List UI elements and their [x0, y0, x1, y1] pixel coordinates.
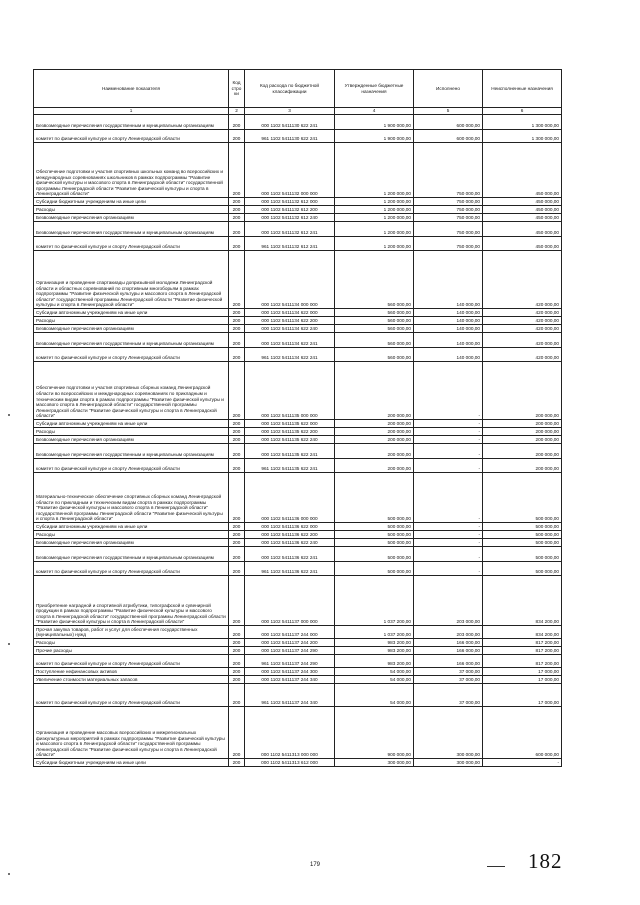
cell-kbk: 961 1102 5411134 622 241 [245, 348, 335, 362]
cell-unexecuted: 17 000,00 [483, 684, 562, 707]
cell-code: 200 [229, 348, 245, 362]
cell-unexecuted: 450 000,00 [483, 237, 562, 251]
column-number-row [34, 108, 562, 115]
cell-unexecuted: 500 000,00 [483, 473, 562, 523]
cell-name: комитет по физической культуре и спорту Ленинградской области [34, 348, 229, 362]
cell-code: 200 [229, 362, 245, 420]
cell-name: Безвозмездные перечисления государственным и муниципальным организациям [34, 115, 229, 130]
cell-approved: 983 200,00 [335, 655, 414, 668]
cell-executed: - [414, 539, 483, 547]
cell-kbk: 000 1102 5411313 000 000 [245, 707, 335, 759]
cell-name: комитет по физической культуре и спорту Ленинградской области [34, 459, 229, 473]
cell-kbk: 000 1102 5411137 244 290 [245, 647, 335, 655]
cell-kbk: 000 1102 5411132 612 000 [245, 198, 335, 206]
cell-kbk: 000 1102 5411136 622 241 [245, 547, 335, 562]
cell-code: 200 [229, 707, 245, 759]
cell-approved: 1 900 000,00 [335, 115, 414, 130]
cell-approved: 500 000,00 [335, 547, 414, 562]
header-code: Код стро ки [229, 70, 245, 108]
cell-name: Безвозмездные перечисления организациям [34, 539, 229, 547]
cell-executed: 140 000,00 [414, 333, 483, 348]
cell-code: 200 [229, 222, 245, 237]
cell-approved: 1 200 000,00 [335, 214, 414, 222]
scan-mark [8, 643, 10, 645]
cell-name: Безвозмездные перечисления государственным и муниципальным организациям [34, 333, 229, 348]
cell-approved: 54 000,00 [335, 668, 414, 676]
cell-unexecuted: - [483, 759, 562, 767]
cell-name: Безвозмездные перечисления организациям [34, 436, 229, 444]
column-number: 2 [229, 108, 245, 115]
cell-code: 200 [229, 428, 245, 436]
cell-unexecuted: 450 000,00 [483, 198, 562, 206]
cell-kbk: 000 1102 5411132 612 241 [245, 222, 335, 237]
cell-approved: 500 000,00 [335, 562, 414, 576]
cell-name: Расходы [34, 428, 229, 436]
cell-executed: 140 000,00 [414, 348, 483, 362]
cell-executed: 140 000,00 [414, 309, 483, 317]
table-row [34, 317, 562, 325]
cell-kbk: 000 1102 5411134 000 000 [245, 251, 335, 309]
cell-kbk: 000 1102 5411135 000 000 [245, 362, 335, 420]
table-row [34, 707, 562, 759]
cell-name: Материально-техническое обеспечение спортивных сборных команд Ленинградской области по прикладным и техническим видам спорта в рамках подпрограммы "Развитие физической культуры и массового спорта в Ленинградской области" государственной программы Ленинградской области "Развитие физической культуры и спорта в Ленинградской области" [34, 473, 229, 523]
cell-unexecuted: 450 000,00 [483, 143, 562, 198]
cell-approved: 1 200 000,00 [335, 206, 414, 214]
cell-code: 200 [229, 214, 245, 222]
cell-executed: - [414, 436, 483, 444]
cell-code: 200 [229, 547, 245, 562]
column-number: 1 [34, 108, 229, 115]
cell-code: 200 [229, 251, 245, 309]
cell-executed: 750 000,00 [414, 214, 483, 222]
cell-kbk: 961 1102 5411130 622 241 [245, 130, 335, 143]
cell-code: 200 [229, 436, 245, 444]
cell-executed: 750 000,00 [414, 143, 483, 198]
cell-unexecuted: 600 000,00 [483, 707, 562, 759]
cell-name: Субсидии бюджетным учреждениям на иные цели [34, 759, 229, 767]
cell-code: 200 [229, 420, 245, 428]
cell-executed: 300 000,00 [414, 759, 483, 767]
cell-name: комитет по физической культуре и спорту Ленинградской области [34, 237, 229, 251]
cell-executed: - [414, 362, 483, 420]
cell-kbk: 961 1102 5411137 244 340 [245, 684, 335, 707]
table-row [34, 626, 562, 639]
table-row [34, 428, 562, 436]
cell-executed: 750 000,00 [414, 198, 483, 206]
cell-executed: 166 000,00 [414, 655, 483, 668]
cell-approved: 560 000,00 [335, 348, 414, 362]
cell-kbk: 961 1102 5411135 622 241 [245, 459, 335, 473]
cell-unexecuted: 200 000,00 [483, 459, 562, 473]
table-row [34, 539, 562, 547]
cell-code: 200 [229, 576, 245, 626]
cell-code: 200 [229, 639, 245, 647]
cell-executed: 600 000,00 [414, 115, 483, 130]
cell-approved: 500 000,00 [335, 523, 414, 531]
column-number: 4 [335, 108, 414, 115]
cell-name: комитет по физической культуре и спорту Ленинградской области [34, 562, 229, 576]
cell-name: Субсидии автономным учреждениям на иные цели [34, 309, 229, 317]
cell-unexecuted: 200 000,00 [483, 436, 562, 444]
header-executed: Исполнено [414, 70, 483, 108]
cell-name: Безвозмездные перечисления организациям [34, 325, 229, 333]
cell-executed: 140 000,00 [414, 325, 483, 333]
cell-name: Расходы [34, 206, 229, 214]
cell-executed: - [414, 473, 483, 523]
cell-name: Безвозмездные перечисления государственным и муниципальным организациям [34, 444, 229, 459]
cell-kbk: 000 1102 5411134 622 240 [245, 325, 335, 333]
cell-code: 200 [229, 444, 245, 459]
cell-unexecuted: 500 000,00 [483, 531, 562, 539]
table-row [34, 547, 562, 562]
table-row [34, 676, 562, 684]
cell-executed: - [414, 547, 483, 562]
cell-approved: 200 000,00 [335, 362, 414, 420]
table-row [34, 444, 562, 459]
cell-executed: 140 000,00 [414, 317, 483, 325]
cell-kbk: 000 1102 5411136 622 240 [245, 539, 335, 547]
cell-approved: 1 200 000,00 [335, 198, 414, 206]
cell-kbk: 000 1102 5411137 244 300 [245, 668, 335, 676]
cell-unexecuted: 500 000,00 [483, 562, 562, 576]
cell-approved: 200 000,00 [335, 436, 414, 444]
cell-name: Обеспечение подготовки и участия спортивных сборных команд Ленинградской области во всероссийских и международных соревнованиях по прикладным и техническим видам спорта в рамках подпрограммы "Развитие физической культуры и массового спорта в Ленинградской области" государственной программы Ленинградской области "Развитие физической культуры и спорта в Ленинградской области" [34, 362, 229, 420]
cell-kbk: 000 1102 5411137 244 200 [245, 639, 335, 647]
cell-code: 200 [229, 130, 245, 143]
cell-code: 200 [229, 198, 245, 206]
cell-code: 200 [229, 237, 245, 251]
cell-executed: 750 000,00 [414, 222, 483, 237]
cell-code: 200 [229, 668, 245, 676]
cell-code: 200 [229, 523, 245, 531]
cell-code: 200 [229, 325, 245, 333]
header-kbk: Код расхода по бюджетной классификации [245, 70, 335, 108]
table-row [34, 206, 562, 214]
cell-kbk: 961 1102 5411132 612 241 [245, 237, 335, 251]
cell-executed: 203 000,00 [414, 576, 483, 626]
table-row [34, 420, 562, 428]
cell-name: Расходы [34, 639, 229, 647]
table-row [34, 237, 562, 251]
cell-unexecuted: 17 000,00 [483, 668, 562, 676]
cell-kbk: 000 1102 5411313 612 000 [245, 759, 335, 767]
cell-executed: - [414, 459, 483, 473]
cell-name: Субсидии автономным учреждениям на иные цели [34, 523, 229, 531]
cell-unexecuted: 420 000,00 [483, 251, 562, 309]
cell-kbk: 000 1102 5411132 612 240 [245, 214, 335, 222]
cell-executed: - [414, 531, 483, 539]
cell-approved: 500 000,00 [335, 539, 414, 547]
cell-unexecuted: 420 000,00 [483, 325, 562, 333]
cell-name: Организация и проведение массовых всероссийских и межрегиональных физкультурных мероприятий в рамках подпрограммы "Развитие физической культуры и массового спорта в Ленинградской области" государственной программы Ленинградской области "Развитие физической культуры и спорта в Ленинградской области" [34, 707, 229, 759]
cell-executed: - [414, 428, 483, 436]
header-approved: Утвержденные бюджетные назначения [335, 70, 414, 108]
cell-executed: 37 000,00 [414, 684, 483, 707]
table-row [34, 668, 562, 676]
cell-executed: 750 000,00 [414, 206, 483, 214]
cell-name: Безвозмездные перечисления государственным и муниципальным организациям [34, 547, 229, 562]
scan-mark [8, 873, 10, 875]
column-number: 6 [483, 108, 562, 115]
cell-unexecuted: 420 000,00 [483, 309, 562, 317]
cell-name: комитет по физической культуре и спорту Ленинградской области [34, 655, 229, 668]
cell-approved: 560 000,00 [335, 325, 414, 333]
cell-code: 200 [229, 143, 245, 198]
cell-executed: 140 000,00 [414, 251, 483, 309]
cell-executed: 750 000,00 [414, 237, 483, 251]
cell-approved: 54 000,00 [335, 684, 414, 707]
cell-name: Обеспечение подготовки и участия спортивных школьных команд во всероссийских и международных соревнованиях школьников в рамках подпрограммы "Развитие физической культуры и массового спорта в Ленинградской области" государственной программы Ленинградской области "Развитие физической культуры и спорта в Ленинградской области" [34, 143, 229, 198]
cell-unexecuted: 200 000,00 [483, 362, 562, 420]
cell-kbk: 000 1102 5411134 622 000 [245, 309, 335, 317]
cell-unexecuted: 1 300 000,00 [483, 115, 562, 130]
cell-code: 200 [229, 759, 245, 767]
cell-kbk: 000 1102 5411134 622 241 [245, 333, 335, 348]
cell-approved: 560 000,00 [335, 333, 414, 348]
cell-kbk: 000 1102 5411132 000 000 [245, 143, 335, 198]
cell-unexecuted: 817 200,00 [483, 655, 562, 668]
cell-code: 200 [229, 473, 245, 523]
cell-code: 200 [229, 684, 245, 707]
table-row [34, 531, 562, 539]
cell-approved: 500 000,00 [335, 531, 414, 539]
cell-code: 200 [229, 459, 245, 473]
table-row [34, 333, 562, 348]
column-number: 3 [245, 108, 335, 115]
cell-unexecuted: 450 000,00 [483, 206, 562, 214]
cell-approved: 1 037 200,00 [335, 626, 414, 639]
cell-unexecuted: 500 000,00 [483, 547, 562, 562]
cell-approved: 983 200,00 [335, 647, 414, 655]
cell-executed: 37 000,00 [414, 676, 483, 684]
table-row [34, 251, 562, 309]
cell-unexecuted: 834 200,00 [483, 576, 562, 626]
cell-name: Организация и проведение спартакиады допризывной молодежи Ленинградской области и областных соревнований по спортивным многоборьям в рамках подпрограммы "Развитие физической культуры и массового спорта в Ленинградской области" государственной программы Ленинградской области "Развитие физической культуры и спорта в Ленинградской области" [34, 251, 229, 309]
cell-executed: - [414, 420, 483, 428]
page-number: 179 [310, 862, 321, 868]
cell-code: 200 [229, 531, 245, 539]
table-row [34, 143, 562, 198]
cell-approved: 560 000,00 [335, 251, 414, 309]
cell-unexecuted: 420 000,00 [483, 333, 562, 348]
table-row [34, 348, 562, 362]
cell-name: Расходы [34, 531, 229, 539]
table-row [34, 523, 562, 531]
table-row [34, 115, 562, 130]
cell-code: 200 [229, 647, 245, 655]
cell-kbk: 000 1102 5411136 622 200 [245, 531, 335, 539]
table-row [34, 759, 562, 767]
cell-kbk: 000 1102 5411135 622 240 [245, 436, 335, 444]
cell-code: 200 [229, 539, 245, 547]
table-row [34, 647, 562, 655]
cell-kbk: 000 1102 5411132 612 200 [245, 206, 335, 214]
header-unexecuted: Неисполненные назначения [483, 70, 562, 108]
table-row [34, 198, 562, 206]
cell-code: 200 [229, 562, 245, 576]
cell-name: Приобретение наградной и спортивной атрибутики, типографской и сувенирной продукции в рамках подпрограммы "Развитие физической культуры и массового спорта в Ленинградской области" государственной программы Ленинградской области "Развитие физической культуры и спорта в Ленинградской области" [34, 576, 229, 626]
cell-unexecuted: 450 000,00 [483, 222, 562, 237]
cell-code: 200 [229, 676, 245, 684]
table-row [34, 562, 562, 576]
cell-approved: 560 000,00 [335, 317, 414, 325]
cell-name: Субсидии автономным учреждениям на иные цели [34, 420, 229, 428]
column-number: 5 [414, 108, 483, 115]
cell-name: Расходы [34, 317, 229, 325]
cell-executed: 166 000,00 [414, 647, 483, 655]
cell-name: Прочая закупка товаров, работ и услуг для обеспечения государственных (муниципальных) нужд [34, 626, 229, 639]
cell-kbk: 000 1102 5411136 622 000 [245, 523, 335, 531]
cell-code: 200 [229, 655, 245, 668]
budget-table [33, 69, 562, 767]
cell-unexecuted: 420 000,00 [483, 348, 562, 362]
cell-approved: 1 200 000,00 [335, 222, 414, 237]
cell-approved: 200 000,00 [335, 420, 414, 428]
cell-name: комитет по физической культуре и спорту Ленинградской области [34, 684, 229, 707]
cell-kbk: 000 1102 5411135 622 200 [245, 428, 335, 436]
cell-executed: 166 000,00 [414, 639, 483, 647]
header-name: Наименование показателя [34, 70, 229, 108]
cell-executed: - [414, 523, 483, 531]
cell-code: 200 [229, 626, 245, 639]
table-row [34, 362, 562, 420]
table-body [34, 115, 562, 767]
cell-approved: 1 200 000,00 [335, 237, 414, 251]
cell-kbk: 000 1102 5411135 622 241 [245, 444, 335, 459]
cell-code: 200 [229, 206, 245, 214]
cell-approved: 1 200 000,00 [335, 143, 414, 198]
table-row [34, 684, 562, 707]
cell-executed: 37 000,00 [414, 668, 483, 676]
cell-executed: - [414, 562, 483, 576]
cell-approved: 200 000,00 [335, 459, 414, 473]
cell-approved: 900 000,00 [335, 707, 414, 759]
cell-kbk: 000 1102 5411137 244 340 [245, 676, 335, 684]
cell-kbk: 000 1102 5411130 622 241 [245, 115, 335, 130]
cell-kbk: 000 1102 5411134 622 200 [245, 317, 335, 325]
table-row [34, 130, 562, 143]
cell-approved: 200 000,00 [335, 444, 414, 459]
cell-executed: 203 000,00 [414, 626, 483, 639]
cell-unexecuted: 817 200,00 [483, 639, 562, 647]
cell-approved: 560 000,00 [335, 309, 414, 317]
table-row [34, 222, 562, 237]
table-row [34, 436, 562, 444]
table-row [34, 473, 562, 523]
cell-executed: 600 000,00 [414, 130, 483, 143]
cell-code: 200 [229, 333, 245, 348]
cell-approved: 54 000,00 [335, 676, 414, 684]
table-row [34, 214, 562, 222]
cell-approved: 300 000,00 [335, 759, 414, 767]
cell-name: Поступление нефинансовых активов [34, 668, 229, 676]
cell-name: Субсидии бюджетным учреждениям на иные цели [34, 198, 229, 206]
cell-code: 200 [229, 317, 245, 325]
table-row [34, 325, 562, 333]
scan-mark [8, 414, 10, 416]
cell-approved: 983 200,00 [335, 639, 414, 647]
cell-unexecuted: 200 000,00 [483, 444, 562, 459]
cell-unexecuted: 1 300 000,00 [483, 130, 562, 143]
cell-unexecuted: 420 000,00 [483, 317, 562, 325]
cell-name: комитет по физической культуре и спорту Ленинградской области [34, 130, 229, 143]
cell-unexecuted: 200 000,00 [483, 420, 562, 428]
stamp-number: 182 [528, 849, 563, 873]
cell-unexecuted: 450 000,00 [483, 214, 562, 222]
cell-kbk: 000 1102 5411137 244 000 [245, 626, 335, 639]
cell-executed: - [414, 444, 483, 459]
cell-kbk: 000 1102 5411136 000 000 [245, 473, 335, 523]
cell-unexecuted: 200 000,00 [483, 428, 562, 436]
cell-unexecuted: 500 000,00 [483, 523, 562, 531]
cell-name: Увеличение стоимости материальных запасов [34, 676, 229, 684]
table-row [34, 639, 562, 647]
table-row [34, 309, 562, 317]
cell-name: Безвозмездные перечисления государственным и муниципальным организациям [34, 222, 229, 237]
cell-kbk: 961 1102 5411137 244 290 [245, 655, 335, 668]
cell-approved: 1 037 200,00 [335, 576, 414, 626]
cell-executed: 300 000,00 [414, 707, 483, 759]
cell-code: 200 [229, 309, 245, 317]
cell-name: Прочие расходы [34, 647, 229, 655]
cell-approved: 1 900 000,00 [335, 130, 414, 143]
cell-unexecuted: 500 000,00 [483, 539, 562, 547]
cell-kbk: 000 1102 5411135 622 000 [245, 420, 335, 428]
table-row [34, 459, 562, 473]
cell-unexecuted: 17 000,00 [483, 676, 562, 684]
cell-approved: 500 000,00 [335, 473, 414, 523]
cell-code: 200 [229, 115, 245, 130]
cell-kbk: 961 1102 5411136 622 241 [245, 562, 335, 576]
cell-unexecuted: 834 200,00 [483, 626, 562, 639]
cell-unexecuted: 817 200,00 [483, 647, 562, 655]
cell-approved: 200 000,00 [335, 428, 414, 436]
table-header-row [34, 70, 562, 108]
table-row [34, 576, 562, 626]
cell-name: Безвозмездные перечисления организациям [34, 214, 229, 222]
table-row [34, 655, 562, 668]
stamp-dash [487, 866, 505, 867]
cell-kbk: 000 1102 5411137 000 000 [245, 576, 335, 626]
